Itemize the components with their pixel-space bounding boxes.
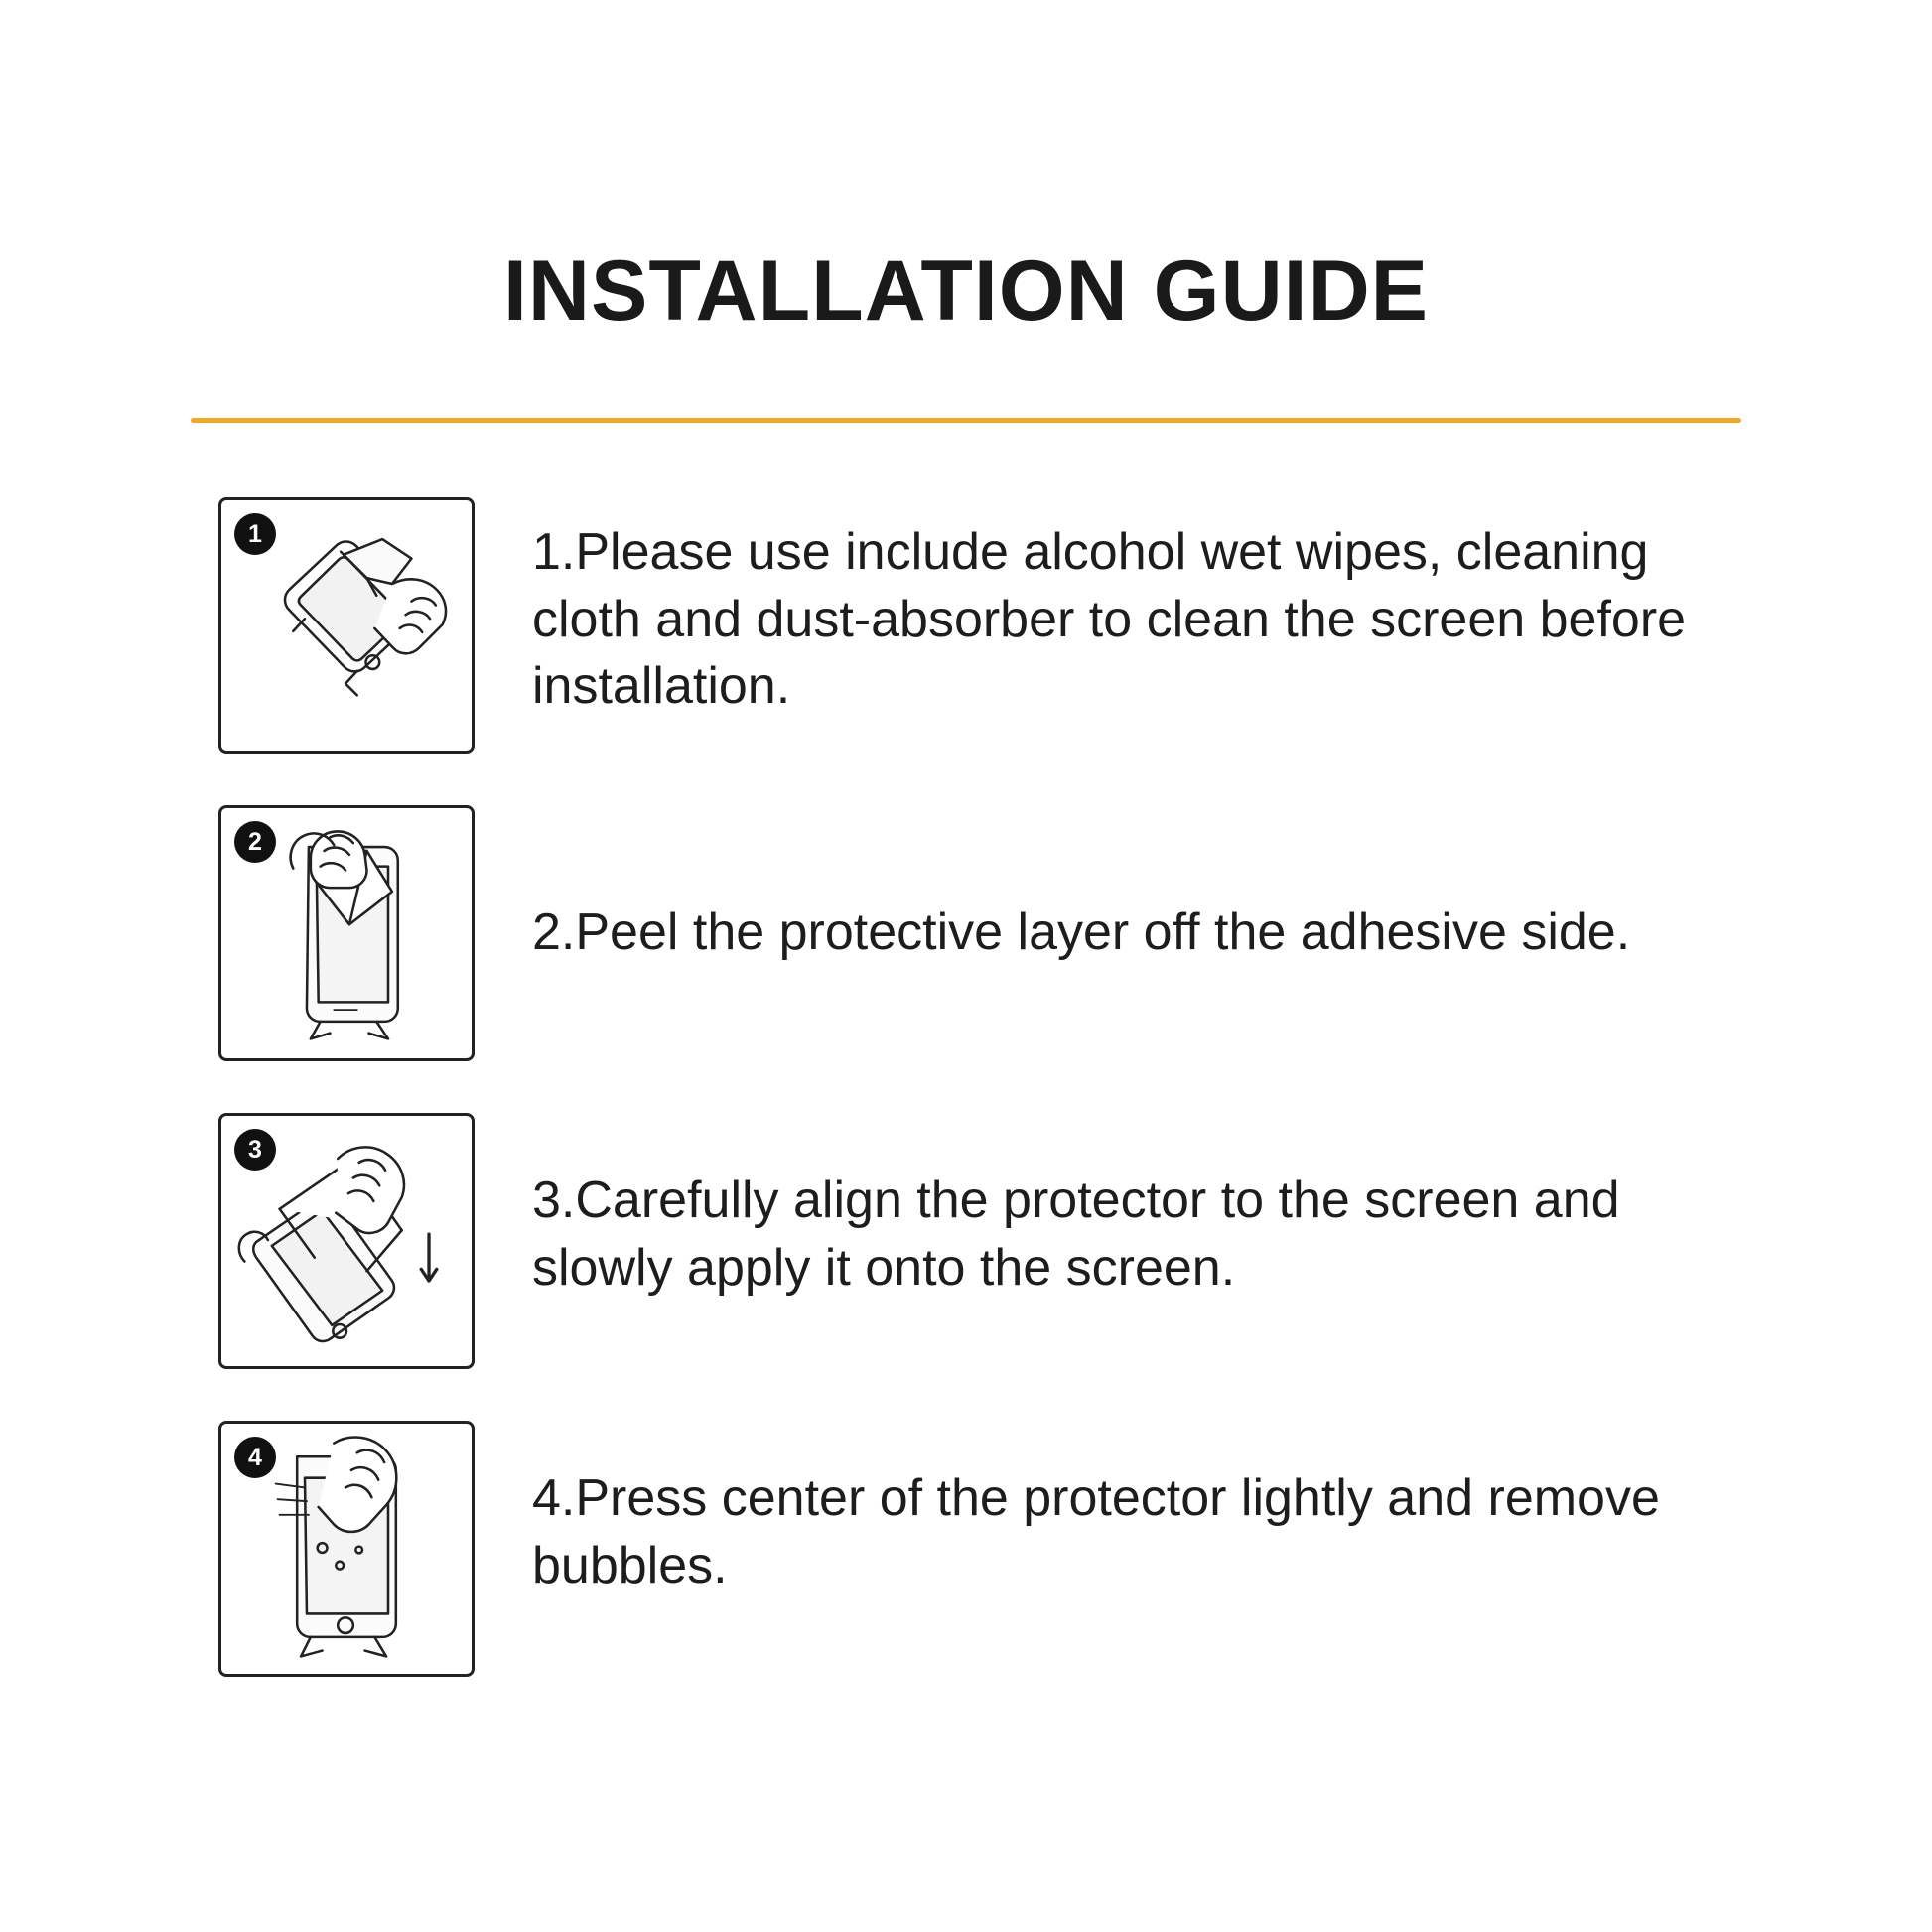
step-illustration-4 (218, 1421, 475, 1677)
step-illustration-2 (218, 805, 475, 1061)
list-item (179, 1421, 1753, 1677)
step-badge: 2 (234, 821, 276, 863)
list-item (179, 1113, 1753, 1369)
step-text: 2.Peel the protective layer off the adhesive side. (532, 903, 1631, 961)
step-badge: 1 (234, 513, 276, 555)
list-item (179, 497, 1753, 754)
title-divider (191, 418, 1741, 423)
list-item (179, 805, 1753, 1061)
step-badge: 3 (234, 1129, 276, 1171)
steps-list (179, 497, 1753, 1677)
page-title: INSTALLATION GUIDE (502, 243, 1430, 339)
step-text: 3.Carefully align the protector to the screen and slowly apply it onto the screen. (532, 1172, 1620, 1297)
step-illustration-1 (218, 497, 475, 754)
step-illustration-3 (218, 1113, 475, 1369)
step-badge: 4 (234, 1437, 276, 1478)
step-text: 1.Please use include alcohol wet wipes, cleaning cloth and dust-absorber to clean the screen before installation. (532, 523, 1687, 716)
step-text: 4.Press center of the protector lightly and remove bubbles. (532, 1469, 1660, 1594)
